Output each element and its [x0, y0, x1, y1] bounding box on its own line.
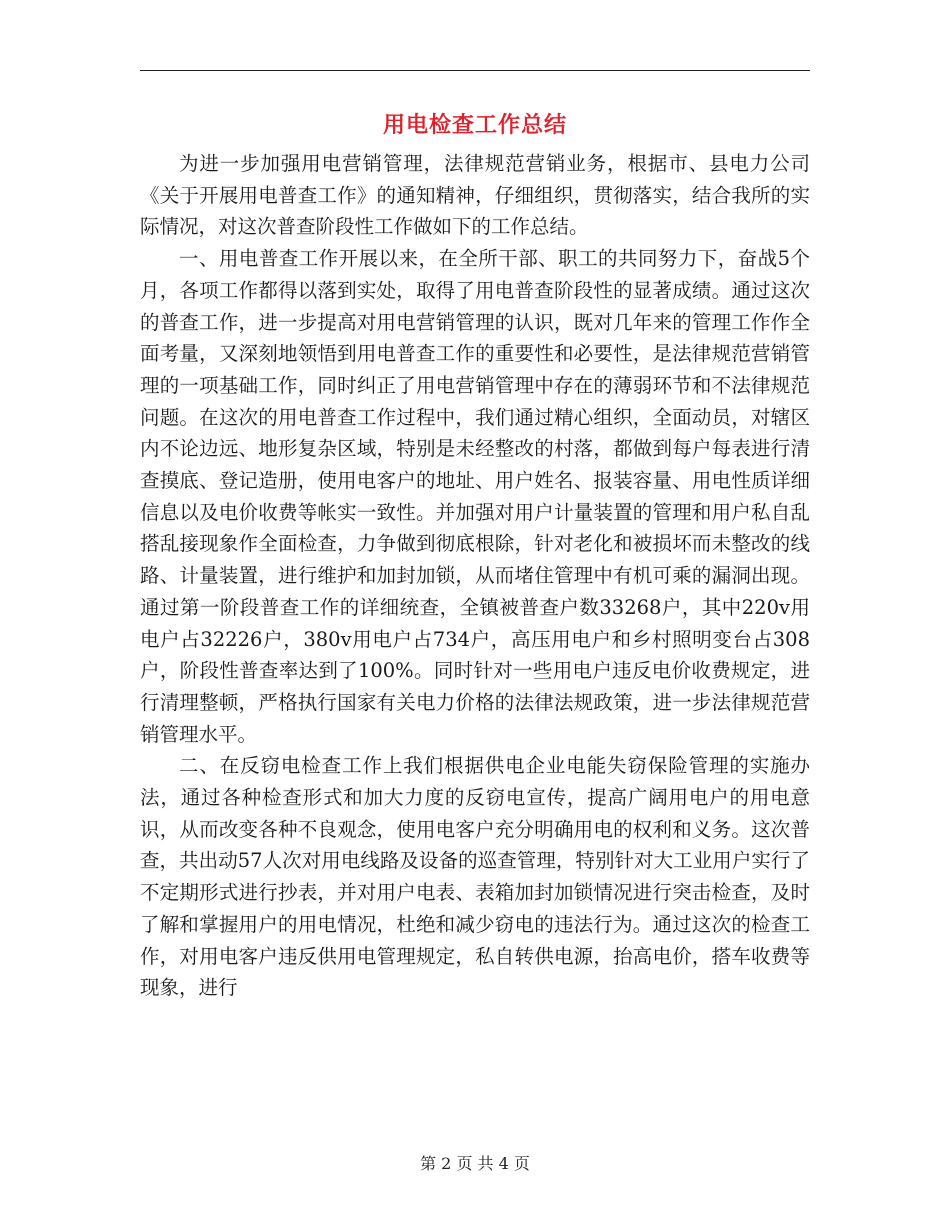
- page-footer: [0, 1152, 950, 1176]
- document-body: [140, 148, 810, 1004]
- paragraph-section-1: 一、用电普查工作开展以来，在全所干部、职工的共同努力下，奋战5个月，各项工作都得以落到实处，取得了用电普查阶段性的显著成绩。通过这次的普查工作，进一步提高对用电营销管理的认识，既对几年来的管理工作作全面考量，又深刻地领悟到用电普查工作的重要性和必要性，是法律规范营销管理的一项基础工作，同时纠正了用电营销管理中存在的薄弱环节和不法律规范问题。在这次的用电普查工作过程中，我们通过精心组织，全面动员，对辖区内不论边远、地形复杂区域，特别是未经整改的村落，都做到每户每表进行清查摸底、登记造册，使用电客户的地址、用户姓名、报装容量、用电性质详细信息以及电价收费等帐实一致性。并加强对用户计量装置的管理和用户私自乱搭乱接现象作全面检查，力争做到彻底根除，针对老化和被损坏而未整改的线路、计量装置，进行维护和加封加锁，从而堵住管理中有机可乘的漏洞出现。通过第一阶段普查工作的详细统查，全镇被普查户数33268户，其中220v用电户占32226户，380v用电户占734户，高压用电户和乡村照明变台占308户，阶段性普查率达到了100%。同时针对一些用电户违反电价收费规定，进行清理整顿，严格执行国家有关电力价格的法律法规政策，进一步法律规范营销管理水平。: [140, 247, 810, 746]
- document-title: 用电检查工作总结: [382, 112, 567, 138]
- page-number-label: 第 2 页 共 4 页: [420, 1154, 530, 1173]
- header-rule: [140, 70, 810, 71]
- paragraph-section-2: 二、在反窃电检查工作上我们根据供电企业电能失窃保险管理的实施办法，通过各种检查形式和加大力度的反窃电宣传，提高广阔用电户的用电意识，从而改变各种不良观念，使用电客户充分明确用电的权利和义务。这次普查，共出动57人次对用电线路及设备的巡查管理，特别针对大工业用户实行了不定期形式进行抄表，并对用户电表、表箱加封加锁情况进行突击检查，及时了解和掌握用户的用电情况，杜绝和减少窃电的违法行为。通过这次的检查工作，对用电客户违反供用电管理规定，私自转供电源，抬高电价，搭车收费等现象，进行: [140, 754, 810, 1000]
- paragraph-intro: 为进一步加强用电营销管理，法律规范营销业务，根据市、县电力公司《关于开展用电普查工作》的通知精神，仔细组织，贯彻落实，结合我所的实际情况，对这次普查阶段性工作做如下的工作总结。: [140, 152, 810, 239]
